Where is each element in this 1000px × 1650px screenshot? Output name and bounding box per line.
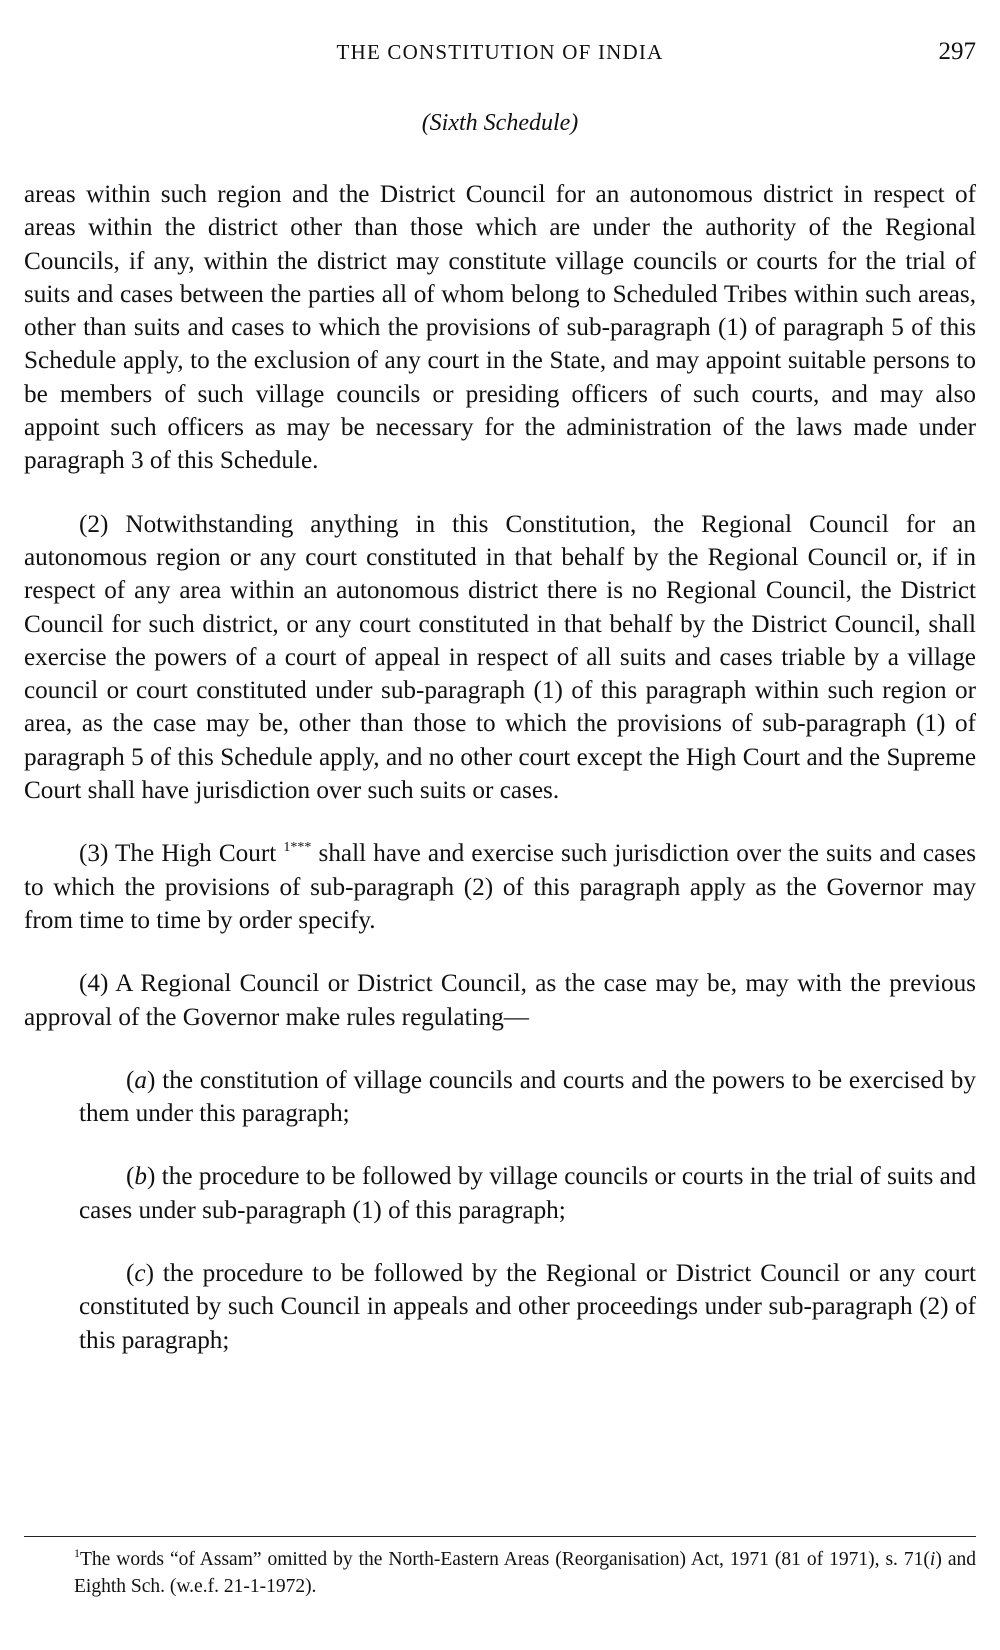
subparagraph-4: (4) A Regional Council or District Council, as the case may be, may with the previous approval of the Governor make rules regulating— — [24, 970, 976, 1031]
clause-c — [24, 1257, 976, 1357]
page-number: 297 — [938, 38, 976, 65]
clause-a-text: the constitution of village councils and courts and the powers to be exercised by them under this paragraph; — [79, 1066, 976, 1128]
clause-b-letter: b — [134, 1163, 147, 1191]
footnote-text-end: ) and Eighth Sch. (w.e.f. 21-1-1972). — [74, 1549, 976, 1597]
clause-b-open: ( — [126, 1163, 135, 1191]
clause-c-open: ( — [126, 1260, 135, 1288]
clause-a — [24, 1064, 976, 1131]
footnote-reference-mark: 1*** — [283, 840, 312, 856]
clause-c-letter: c — [134, 1260, 146, 1288]
footnote — [24, 1546, 976, 1600]
clause-b — [24, 1160, 976, 1227]
subparagraph-3-text-start: (3) The High Court — [79, 840, 284, 868]
running-title: THE CONSTITUTION OF INDIA — [336, 40, 664, 64]
subparagraph-2: (2) Notwithstanding anything in this Constitution, the Regional Council for an autonomous region or any court constituted in that behalf by the Regional Council or, if in respect of any area within an autonomous district there is no Regional Council, the District Council for such district, or any court constituted in that behalf by the District Council, shall exercise the powers of a court of appeal in respect of all suits and cases triable by a village council or court constituted under sub-paragraph (1) of this paragraph within such region or area, as the case may be, other than those to which the provisions of sub-paragraph (1) of paragraph 5 of this Schedule apply, and no other court except the High Court and the Supreme Court shall have jurisdiction over such suits or cases. — [24, 510, 976, 805]
clause-c-text: the procedure to be followed by the Regional or District Council or any court constituted by such Council in appeals and other proceedings under sub-paragraph (2) of this paragraph; — [79, 1260, 976, 1354]
clause-a-close: ) — [146, 1066, 156, 1094]
footnote-text-italic: i — [929, 1549, 936, 1570]
subparagraph-3-text-end: shall have and exercise such jurisdiction over the suits and cases to which the provisions of sub-paragraph (2) of this paragraph apply as the Governor may from time to time by order specify. — [24, 840, 976, 934]
footnote-text — [24, 1546, 976, 1600]
body-text — [24, 178, 976, 1357]
subparagraph-3 — [24, 837, 976, 937]
clause-a-letter: a — [134, 1066, 147, 1094]
running-header — [0, 38, 1000, 68]
clause-b-text: the procedure to be followed by village councils or courts in the trial of suits and cases under sub-paragraph (1) of this paragraph; — [79, 1163, 976, 1224]
clause-c-close: ) — [145, 1260, 154, 1288]
section-caption: (Sixth Schedule) — [421, 110, 579, 136]
clause-b-close: ) — [146, 1163, 156, 1191]
clause-a-open: ( — [126, 1066, 135, 1094]
footnote-mark: 1 — [74, 1546, 80, 1560]
footnote-divider — [24, 1536, 976, 1537]
paragraph-continuation: areas within such region and the District Council for an autonomous district in respect of areas within the district other than those which are under the authority of the Regional Councils, if any, within the district may constitute village councils or courts for the trial of suits and cases between the parties all of whom belong to Scheduled Tribes within such areas, other than suits and cases to which the provisions of sub-paragraph (1) of paragraph 5 of this Schedule apply, to the exclusion of any court in the State, and may appoint suitable persons to be members of such village councils or presiding officers of such courts, and may also appoint such officers as may be necessary for the administration of the laws made under paragraph 3 of this Schedule. — [24, 181, 976, 475]
footnote-text-start: The words “of Assam” omitted by the North-Eastern Areas (Reorganisation) Act, 1971 (81 of 1971), s. 71( — [80, 1549, 930, 1570]
